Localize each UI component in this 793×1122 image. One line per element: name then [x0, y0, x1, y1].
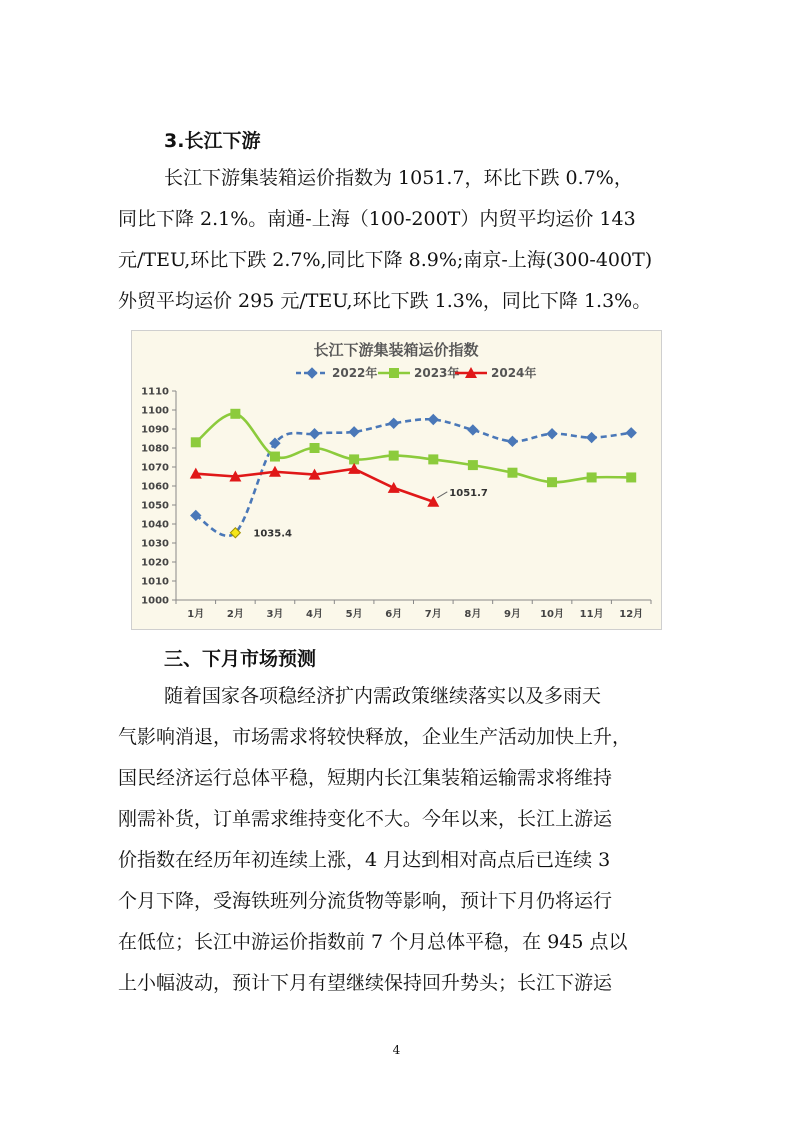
legend-label: 2024年	[491, 366, 537, 380]
y-tick-label: 1020	[141, 557, 169, 569]
x-tick-label: 4月	[306, 609, 324, 620]
paragraph-line: 刚需补货，订单需求维持变化不大。今年以来，长江上游运	[118, 808, 613, 830]
freight-index-chart	[131, 330, 662, 630]
page-number: 4	[392, 1043, 401, 1057]
x-tick-label: 1月	[187, 609, 205, 620]
data-point	[270, 452, 280, 462]
x-tick-label: 9月	[503, 609, 521, 620]
data-point	[388, 482, 400, 493]
x-tick-label: 11月	[579, 609, 604, 620]
paragraph-line: 随着国家各项稳经济扩内需政策继续落实以及多雨天	[164, 685, 602, 707]
data-point	[547, 477, 557, 487]
legend-label: 2022年	[332, 366, 378, 380]
line-chart	[132, 331, 661, 629]
data-point	[587, 433, 597, 443]
y-tick-label: 1090	[141, 424, 169, 436]
data-point	[428, 454, 438, 464]
x-tick-label: 2月	[226, 609, 244, 620]
data-point	[389, 418, 399, 428]
x-tick-label: 8月	[464, 609, 482, 620]
chart-title: 长江下游集装箱运价指数	[313, 341, 479, 359]
y-tick-label: 1060	[141, 481, 169, 493]
y-tick-label: 1000	[141, 595, 169, 607]
data-label: 1035.4	[253, 528, 292, 540]
section-heading-forecast: 三、下月市场预测	[164, 648, 317, 670]
series-line-2022年	[196, 419, 631, 536]
legend-marker	[389, 368, 399, 378]
x-tick-label: 3月	[266, 609, 284, 620]
data-point	[468, 460, 478, 470]
data-point	[389, 451, 399, 461]
data-point	[349, 427, 359, 437]
paragraph-line: 长江下游集装箱运价指数为 1051.7，环比下跌 0.7%，	[164, 167, 633, 189]
data-point	[547, 429, 557, 439]
x-tick-label: 7月	[424, 609, 442, 620]
data-point	[626, 428, 636, 438]
y-tick-label: 1100	[141, 405, 169, 417]
data-point	[587, 472, 597, 482]
x-tick-label: 12月	[619, 609, 644, 620]
x-tick-label: 5月	[345, 609, 363, 620]
paragraph-line: 元/TEU,环比下跌 2.7%,同比下降 8.9%;南京-上海(300-400T)	[118, 249, 653, 271]
data-point	[310, 429, 320, 439]
paragraph-line: 上小幅波动，预计下月有望继续保持回升势头；长江下游运	[118, 972, 613, 994]
annotation-leader	[437, 492, 447, 498]
legend-label: 2023年	[414, 366, 460, 380]
data-point	[507, 468, 517, 478]
y-tick-label: 1080	[141, 443, 169, 455]
data-point	[310, 443, 320, 453]
y-tick-label: 1110	[141, 386, 169, 398]
y-tick-label: 1040	[141, 519, 169, 531]
legend-marker	[307, 368, 317, 378]
paragraph-line: 外贸平均运价 295 元/TEU,环比下跌 1.3%，同比下降 1.3%。	[118, 290, 652, 312]
data-label: 1051.7	[449, 487, 488, 499]
data-point	[428, 415, 438, 425]
data-point	[626, 472, 636, 482]
x-tick-label: 10月	[540, 609, 565, 620]
data-point	[191, 437, 201, 447]
data-point	[468, 425, 478, 435]
paragraph-line: 国民经济运行总体平稳，短期内长江集装箱运输需求将维持	[118, 767, 613, 789]
paragraph-line: 气影响消退，市场需求将较快释放，企业生产活动加快上升，	[118, 726, 632, 748]
paragraph-line: 在低位；长江中游运价指数前 7 个月总体平稳，在 945 点以	[118, 931, 628, 953]
y-tick-label: 1030	[141, 538, 169, 550]
y-tick-label: 1070	[141, 462, 169, 474]
y-tick-label: 1050	[141, 500, 169, 512]
data-point	[507, 436, 517, 446]
y-tick-label: 1010	[141, 576, 169, 588]
data-point	[230, 409, 240, 419]
paragraph-line: 个月下降，受海铁班列分流货物等影响，预计下月仍将运行	[118, 890, 613, 912]
x-tick-label: 6月	[385, 609, 403, 620]
paragraph-line: 同比下降 2.1%。南通-上海（100-200T）内贸平均运价 143	[118, 208, 636, 230]
section-heading-3: 3.长江下游	[164, 130, 261, 152]
paragraph-line: 价指数在经历年初连续上涨，4 月达到相对高点后已连续 3	[118, 849, 611, 871]
